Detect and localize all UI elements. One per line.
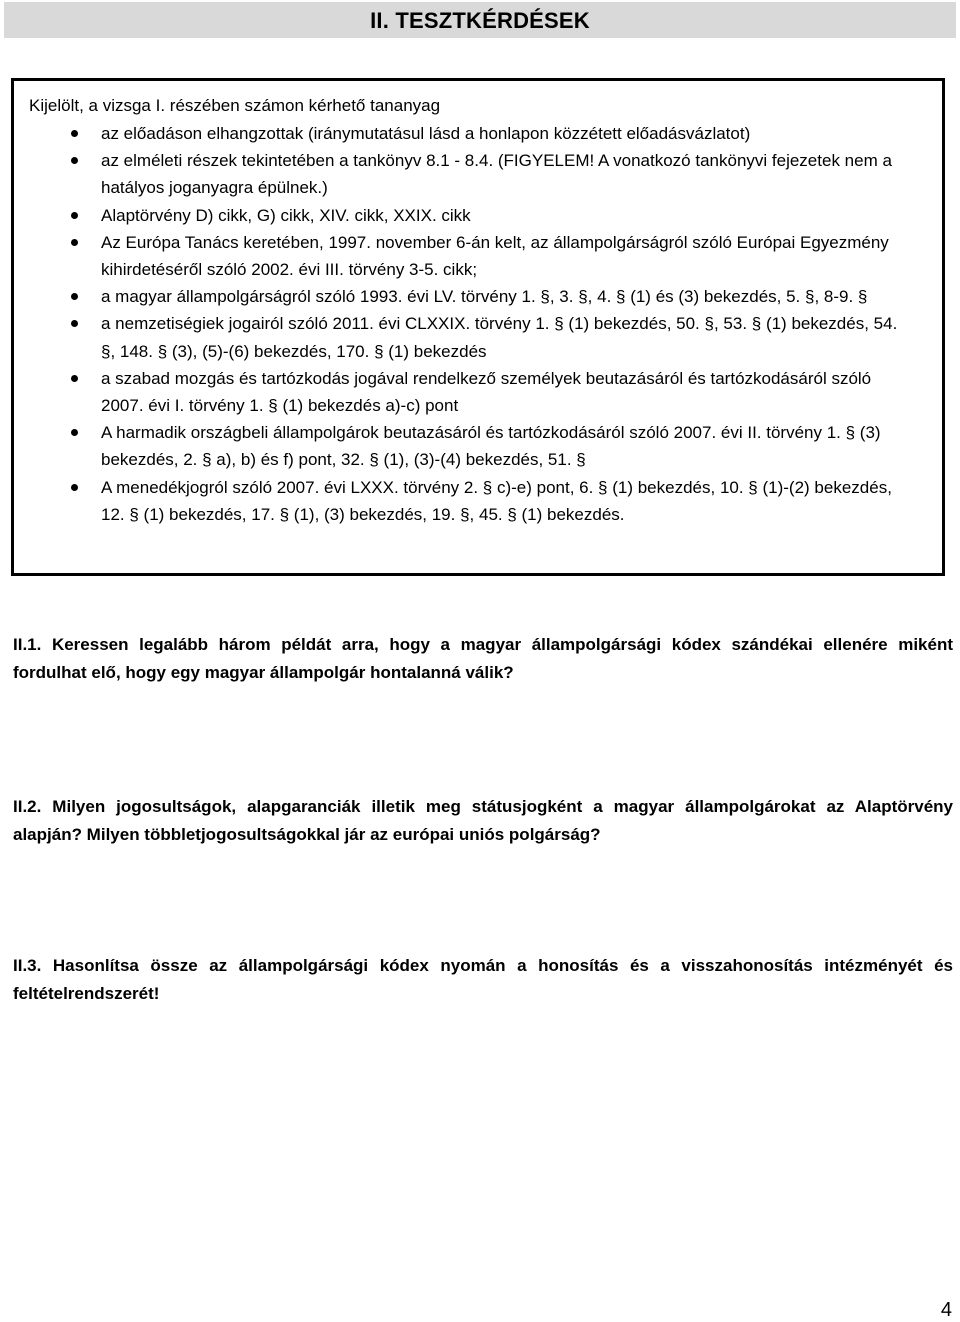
list-item [14,120,942,147]
bullet-icon [71,157,78,164]
list-item [14,147,942,201]
list-item [14,474,942,528]
bullet-icon [71,293,78,300]
list-item-text: a szabad mozgás és tartózkodás jogával rendelkező személyek beutazásáról és tartózkodásáról szóló 2007. évi I. törvény 1. § (1) bekezdés a)-c) pont [101,368,872,416]
list-item [14,310,942,364]
bullet-icon [71,484,78,491]
bullet-icon [71,320,78,327]
list-item [14,283,942,310]
list-item-text: Alaptörvény D) cikk, G) cikk, XIV. cikk, XXIX. cikk [101,205,471,225]
syllabus-box [11,78,945,576]
syllabus-list [14,120,942,528]
bullet-icon [71,130,78,137]
list-item-text: Az Európa Tanács keretében, 1997. november 6-án kelt, az állampolgárságról szóló Európai Egyezmény kihirdetéséről szóló 2002. évi III. törvény 3-5. cikk; [101,232,889,280]
list-item [14,419,942,473]
question-3: II.3. Hasonlítsa össze az állampolgársági kódex nyomán a honosítás és a visszahonosítás intézményét és feltételrendszerét! [13,956,953,1003]
question-1: II.1. Keressen legalább három példát arra, hogy a magyar állampolgársági kódex szándékai ellenére miként fordulhat elő, hogy egy magyar állampolgár hontalanná válik? [13,635,953,682]
bullet-icon [71,375,78,382]
bullet-icon [71,212,78,219]
list-item [14,229,942,283]
syllabus-heading: Kijelölt, a vizsga I. részében számon kérhető tananyag [29,96,441,115]
page-number: 4 [940,1299,952,1321]
list-item [14,202,942,229]
bullet-icon [71,429,78,436]
list-item-text: A harmadik országbeli állampolgárok beutazásáról és tartózkodásáról szóló 2007. évi II. törvény 1. § (3) bekezdés, 2. § a), b) és f) pont, 32. § (1), (3)-(4) bekezdés, 51. § [101,423,881,470]
list-item-text: a nemzetiségiek jogairól szóló 2011. évi CLXXIX. törvény 1. § (1) bekezdés, 50. §, 53. § (1) bekezdés, 54. §, 148. § (3), (5)-(6) bekezdés, 170. § (1) bekezdés [101,314,898,361]
question-2: II.2. Milyen jogosultságok, alapgaranciák illetik meg státusjogként a magyar állampolgárokat az Alaptörvény alapján? Milyen többletjogosultságokkal jár az európai uniós polgárság? [13,797,953,844]
list-item-text: a magyar állampolgárságról szóló 1993. évi LV. törvény 1. §, 3. §, 4. § (1) és (3) bekezdés, 5. §, 8-9. § [101,287,868,307]
list-item [14,365,942,419]
list-item-text: az elméleti részek tekintetében a tankönyv 8.1 - 8.4. (FIGYELEM! A vonatkozó tankönyvi fejezetek nem a hatályos joganyagra épülnek.) [101,151,892,198]
list-item-text: A menedékjogról szóló 2007. évi LXXX. törvény 2. § c)-e) pont, 6. § (1) bekezdés, 10. § (1)-(2) bekezdés, 12. § (1) bekezdés, 17. § (1), (3) bekezdés, 19. §, 45. § (1) bekezdés. [101,477,892,524]
bullet-icon [71,239,78,246]
list-item-text: az előadáson elhangzottak (iránymutatásul lásd a honlapon közzétett előadásvázlatot) [101,124,751,143]
page-title: II. TESZTKÉRDÉSEK [4,2,956,38]
